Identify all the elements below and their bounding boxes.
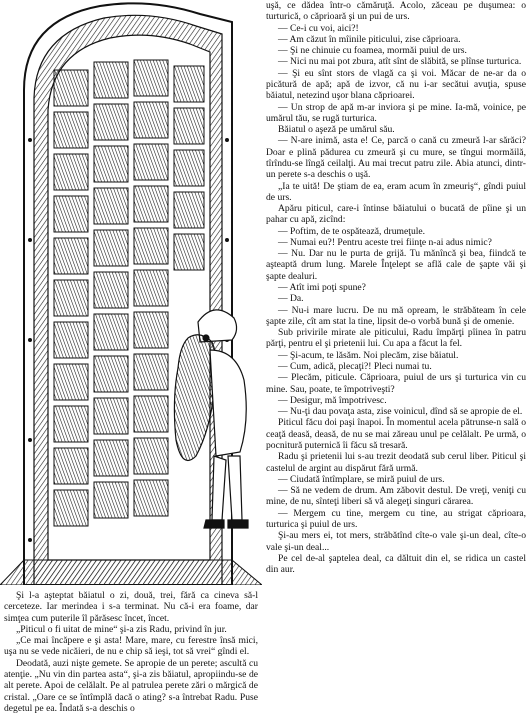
paragraph: Pe cel de-al şaptelea deal, ca dăltuit din el, se ridica un castel din aur. [266, 552, 526, 576]
paragraph: — Şi ne chinuie cu foamea, mormăi puiul de urs. [278, 45, 467, 57]
paragraph: — Poftim, de te ospătează, drumeţule. [278, 225, 426, 237]
paragraph: — Şi eu sînt stors de vlagă ca şi voi. Măcar de ne-ar da o picătură de apă; apă de izvor, că nu i-ar secătui avuţia, spuse băiatul, netezind uşor blana căprioarei. [266, 67, 526, 102]
paragraph: — Da. [278, 293, 304, 305]
castle-door-illustration [0, 0, 262, 585]
paragraph: — Desigur, mă împotrivesc. [278, 394, 387, 406]
paragraph: „Piticul o fi uitat de mine“ şi-a zis Radu, privind în jur. [16, 623, 227, 635]
left-text-column [4, 590, 258, 714]
paragraph: Sub privirile mirate ale piticului, Radu împărţi pîinea în patru părţi, pentru el şi prietenii lui. Cu apa a făcut la fel. [266, 327, 526, 350]
paragraph: — Ciudată întîmplare, se miră puiul de urs. [278, 473, 445, 485]
paragraph: — N-are inimă, asta e! Ce, parcă o cană cu zmeură l-ar sărăci? Doar e plină pădurea cu zmeură şi cu mure, se tîngui mormăilă, tîrîndu-se lîngă ceilalţi. Au mai trecut patru zile. Abia atunci, dintr-un perete s-a deschis o uşă. [266, 135, 526, 181]
paragraph: — Să ne vedem de drum. Am zăbovit destul. De vreţi, veniţi cu mine, de nu, sînteţi liberi să vă alegeţi singuri cărarea. [266, 485, 526, 508]
paragraph: — Atît imi poţi spune? [278, 282, 366, 294]
paragraph: — Nici nu mai pot zbura, atît sînt de slăbită, se plînse turturica. [278, 56, 522, 68]
paragraph: — Cum, adică, plecaţi?! Pleci numai tu. [278, 361, 432, 372]
right-text-column [266, 0, 526, 575]
paragraph: — Un strop de apă m-ar inviora şi pe mine. Ia-mă, voinice, pe umărul tău, se rugă turturica. [266, 101, 526, 124]
paragraph: — Şi-acum, te lăsăm. Noi plecăm, zise băiatul. [278, 349, 459, 361]
paragraph: „Ia te uită! De ştiam de ea, eram acum în zmeuriş“, gîndi puiul de urs. [266, 180, 526, 203]
paragraph: — Nu. Dar nu le purta de grijă. Tu mănîncă şi bea, fiindcă te aşteaptă drum lung. Marele Înţelept se află cale de şapte văi şi şapte dealuri. [266, 248, 526, 282]
paragraph: Deodată, auzi nişte gemete. Se apropie de un perete; ascultă cu atenţie. „Nu vin din partea asta“, şi-a zis băiatul, apropiindu-se de alt perete. Apoi de celălalt. Pe al patrulea perete zări o mărgică de cristal. „Oare ce se întîmplă dacă o ating? s-a întrebat Radu. Puse degetul pe ea. Îndată s-a deschis o [4, 657, 258, 714]
paragraph: — Numai eu?! Pentru aceste trei fiinţe n-ai adus nimic? [278, 236, 492, 248]
paragraph: Piticul făcu doi paşi înapoi. În momentul acela pătrunse-n sală o ceaţă deasă, deasă, de nu se mai zăreau unul pe celălalt. Pe urmă, o pocnitură puternică îi făcu să tresară. [266, 417, 526, 451]
paragraph: — Ce-i cu voi, aici?! [278, 22, 359, 34]
paragraph: — Am căzut în mîinile piticului, zise căprioara. [278, 33, 461, 45]
paragraph: — Plecăm, piticule. Căprioara, puiul de urs şi turturica vin cu mine. Sau, poate, te împotriveşti? [266, 372, 526, 395]
paragraph: Radu şi prietenii lui s-au trezit deodată sub cerul liber. Piticul şi castelul de argint au dispărut fără urmă. [266, 451, 526, 474]
paragraph: Şi-au mers ei, tot mers, străbătînd cîte-o vale şi-un deal, cîte-o vale şi-un deal... [266, 530, 526, 553]
paragraph: „Ce mai încăpere e şi asta! Mare, mare, cu ferestre însă mici, uşa nu se vede nicăieri, de nu e chip să ieşi, tot să vrei“ gîndi el. [4, 635, 258, 658]
paragraph: — Nu-ţi dau povaţa asta, zise voinicul, dînd să se apropie de el. [278, 406, 523, 418]
paragraph: Băiatul o aşeză pe umărul său. [278, 124, 395, 136]
paragraph: Apăru piticul, care-i întinse băiatului o bucată de pîine şi un pahar cu apă, zicînd: [266, 203, 526, 226]
paragraph: — Nu-i mare lucru. De nu mă opream, le străbăteam în cele şapte zile, cît am stat la tine, lipsit de-o vorbă bună şi de omenie. [266, 304, 526, 327]
paragraph: Şi l-a aşteptat băiatul o zi, două, trei, fără ca cineva să-l cerceteze. Iar merindea i s-a terminat. Nu că-i era foame, dar simţea cum puterile îl părăsesc încet, încet. [4, 590, 258, 624]
paragraph: uşă, ce dădea într-o cămăruţă. Acolo, zăceau pe duşumea: o turturică, o căprioară şi un pui de urs. [266, 0, 526, 23]
paragraph: — Mergem cu tine, mergem cu tine, au strigat căprioara, turturica şi puiul de urs. [266, 507, 526, 530]
